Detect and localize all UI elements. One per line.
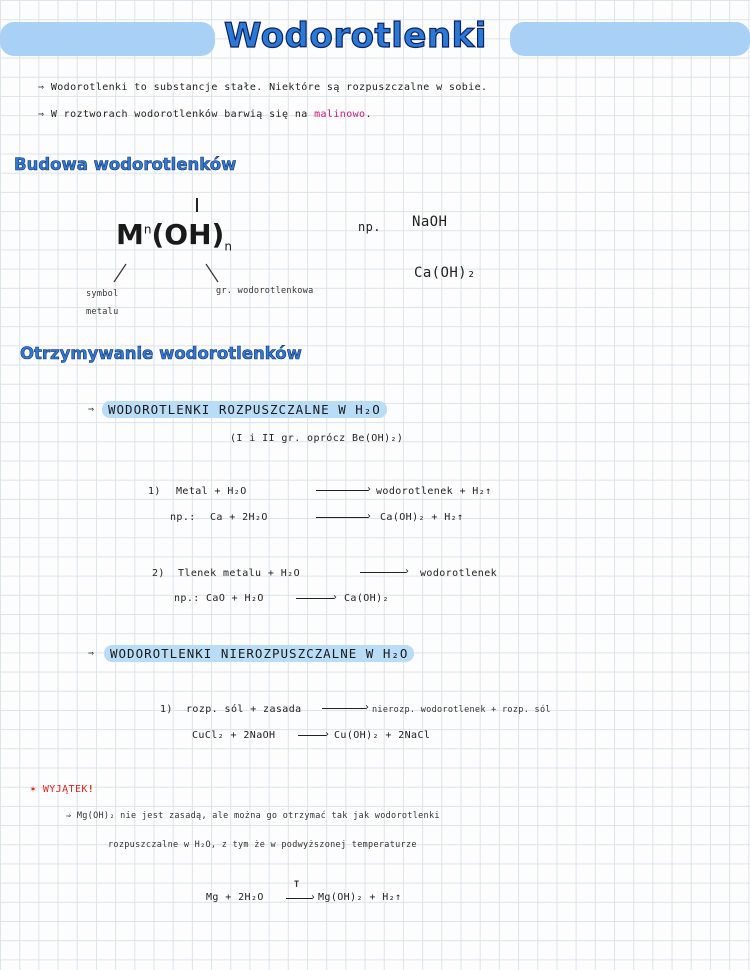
exception-eq-left: Mg + 2H₂O bbox=[206, 892, 264, 903]
reaction-1-right: wodorotlenek + H₂↑ bbox=[376, 486, 492, 497]
title-bar-left bbox=[0, 22, 215, 56]
insoluble-heading: WODOROTLENKI NIEROZPUSZCZALNE W H₂O bbox=[104, 645, 414, 662]
example-caoh2: Ca(OH)₂ bbox=[414, 265, 476, 281]
arrow-bullet-icon: ⇒ bbox=[38, 109, 45, 120]
label-metal-symbol: symbol metalu bbox=[86, 289, 119, 317]
reaction-1-example-right: Ca(OH)₂ + H₂↑ bbox=[380, 512, 464, 523]
reaction-1-number: 1) bbox=[148, 486, 161, 497]
reaction-2-example-prefix: np.: bbox=[174, 593, 200, 604]
soluble-note: (I i II gr. oprócz Be(OH)₂) bbox=[230, 433, 404, 444]
reaction-2-number: 2) bbox=[152, 568, 165, 579]
exception-eq-right: Mg(OH)₂ + H₂↑ bbox=[318, 892, 402, 903]
section-heading-otrzymywanie: Otrzymywanie wodorotlenków bbox=[20, 344, 302, 363]
general-formula bbox=[116, 218, 232, 254]
arrow-bullet-icon: ⇒ bbox=[66, 811, 72, 821]
exception-text-1: Mg(OH)₂ nie jest zasadą, ale można go otrzymać tak jak wodorotlenki bbox=[76, 811, 440, 821]
reaction-1-left: Metal + H₂O bbox=[176, 486, 247, 497]
insoluble-example-left: CuCl₂ + 2NaOH bbox=[192, 730, 276, 741]
label-hydroxyl-group: gr. wodorotlenkowa bbox=[216, 286, 314, 296]
insoluble-arrow: ⇒ bbox=[88, 648, 95, 659]
reaction-2-left: Tlenek metalu + H₂O bbox=[178, 568, 300, 579]
example-naoh: NaOH bbox=[412, 214, 448, 230]
star-icon: ✶ bbox=[30, 784, 37, 795]
arrow-icon: › bbox=[316, 517, 368, 518]
intro-line-1 bbox=[38, 82, 487, 93]
page-title: Wodorotlenki bbox=[224, 16, 487, 56]
arrow-icon: › bbox=[286, 898, 312, 899]
exclamation-icon: ! bbox=[87, 784, 95, 795]
section-heading-budowa: Budowa wodorotlenków bbox=[14, 155, 237, 174]
arrow-icon: › bbox=[298, 735, 326, 736]
reaction-2-example-right: Ca(OH)₂ bbox=[344, 593, 389, 604]
reaction-1-example-prefix: np.: bbox=[170, 512, 196, 523]
exception-text: WYJĄTEK bbox=[42, 784, 88, 795]
intro-line-2 bbox=[38, 109, 372, 120]
valence-tick bbox=[196, 198, 198, 212]
example-label: np. bbox=[358, 220, 381, 234]
arrow-bullet-icon: ⇒ bbox=[38, 82, 45, 93]
exception-label bbox=[30, 784, 94, 795]
arrow-icon: › bbox=[360, 572, 406, 573]
arrow-icon: › bbox=[316, 490, 368, 491]
intro-text-2: W roztworach wodorotlenków barwią się na bbox=[50, 109, 308, 120]
formula-index: n bbox=[224, 239, 232, 254]
arrow-icon: › bbox=[322, 708, 366, 709]
soluble-arrow: ⇒ bbox=[88, 404, 95, 415]
reaction-2-right: wodorotlenek bbox=[420, 568, 498, 579]
intro-text-1: Wodorotlenki to substancje stałe. Niektóre są rozpuszczalne w sobie. bbox=[50, 82, 488, 93]
formula-valence: n bbox=[143, 222, 152, 237]
insoluble-reaction-number: 1) bbox=[160, 704, 173, 715]
insoluble-reaction-left: rozp. sól + zasada bbox=[186, 704, 302, 715]
exception-eq-over: T bbox=[294, 880, 300, 890]
formula-metal: M bbox=[116, 218, 144, 251]
insoluble-reaction-right: nierozp. wodorotlenek + rozp. sól bbox=[372, 705, 551, 715]
formula-group: (OH) bbox=[151, 218, 225, 251]
soluble-heading: WODOROTLENKI ROZPUSZCZALNE W H₂O bbox=[102, 401, 387, 418]
exception-line-1 bbox=[66, 811, 440, 821]
intro-period: . bbox=[365, 109, 372, 120]
intro-highlight: malinowo bbox=[314, 109, 366, 120]
title-bar-right bbox=[510, 22, 750, 56]
insoluble-example-right: Cu(OH)₂ + 2NaCl bbox=[334, 730, 431, 741]
reaction-1-example-left: Ca + 2H₂O bbox=[210, 512, 268, 523]
reaction-2-example-left: CaO + H₂O bbox=[206, 593, 264, 604]
exception-line-2: rozpuszczalne w H₂O, z tym że w podwyższonej temperaturze bbox=[108, 840, 417, 850]
arrow-icon: › bbox=[296, 598, 334, 599]
